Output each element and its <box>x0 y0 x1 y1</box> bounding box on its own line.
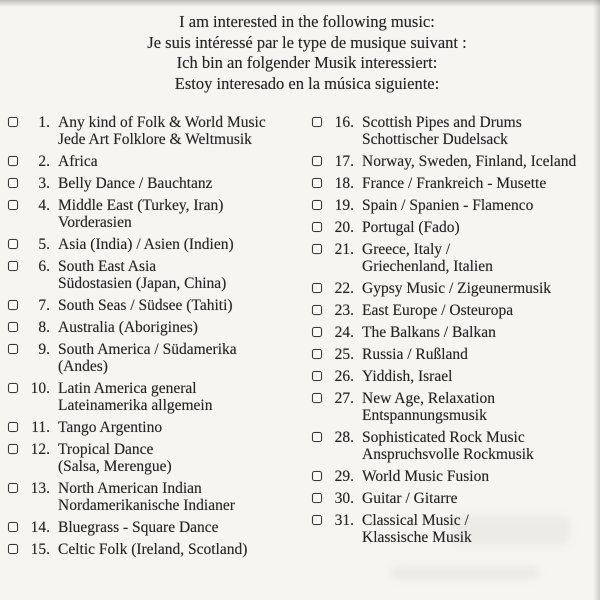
item-label <box>58 319 198 336</box>
item-number: 21. <box>334 241 354 258</box>
music-item-22 <box>312 280 598 297</box>
checkbox-icon[interactable] <box>312 222 322 232</box>
item-number: 22. <box>334 280 354 297</box>
form-title-line: Je suis intéressé par le type de musique suivant : <box>147 32 467 52</box>
checkbox-icon[interactable] <box>312 117 322 127</box>
item-label <box>362 429 534 463</box>
item-number: 8. <box>38 319 50 336</box>
item-number: 23. <box>334 302 354 319</box>
checkbox-icon[interactable] <box>8 422 18 432</box>
item-number: 29. <box>334 468 354 485</box>
music-item-14 <box>8 519 308 536</box>
bleed-through-artifact <box>390 566 540 580</box>
music-item-9 <box>8 341 308 375</box>
checkbox-icon[interactable] <box>8 239 18 249</box>
item-label-line: Russia / Rußland <box>362 346 468 363</box>
item-number: 10. <box>30 380 50 397</box>
item-label-line: Classical Music / <box>362 512 469 529</box>
item-number: 19. <box>334 197 354 214</box>
item-number: 1. <box>38 114 50 131</box>
music-item-24 <box>312 324 598 341</box>
music-item-28 <box>312 429 598 463</box>
item-label <box>58 541 247 558</box>
item-label-line: Middle East (Turkey, Iran) <box>58 197 224 214</box>
checkbox-icon[interactable] <box>312 393 322 403</box>
item-label <box>362 153 576 170</box>
item-label-line: Entspannungsmusik <box>362 407 487 424</box>
item-label-line: Guitar / Gitarre <box>362 490 458 507</box>
item-label <box>58 236 234 253</box>
item-label <box>362 219 460 236</box>
item-number: 20. <box>334 219 354 236</box>
item-label <box>58 480 235 514</box>
item-label-line: South America / Südamerika <box>58 341 237 358</box>
music-item-15 <box>8 541 308 558</box>
item-number: 14. <box>30 519 50 536</box>
item-label <box>362 324 496 341</box>
item-number: 24. <box>334 324 354 341</box>
music-item-2 <box>8 153 308 170</box>
item-label-line: Gypsy Music / Zigeunermusik <box>362 280 551 297</box>
item-label <box>58 519 219 536</box>
item-label <box>58 441 172 475</box>
checkbox-icon[interactable] <box>8 483 18 493</box>
checkbox-icon[interactable] <box>8 344 18 354</box>
item-label <box>362 346 468 363</box>
music-item-5 <box>8 236 308 253</box>
item-label <box>362 512 472 546</box>
music-item-20 <box>312 219 598 236</box>
item-label <box>58 419 162 436</box>
music-item-6 <box>8 258 308 292</box>
music-item-31 <box>312 512 598 546</box>
music-item-10 <box>8 380 308 414</box>
checkbox-icon[interactable] <box>312 178 322 188</box>
item-number: 31. <box>334 512 354 529</box>
checkbox-icon[interactable] <box>312 244 322 254</box>
checkbox-icon[interactable] <box>312 471 322 481</box>
music-item-3 <box>8 175 308 192</box>
item-label-line: East Europe / Osteuropa <box>362 302 514 319</box>
checkbox-icon[interactable] <box>312 493 322 503</box>
checkbox-icon[interactable] <box>312 349 322 359</box>
music-item-1 <box>8 114 308 148</box>
item-label-line: The Balkans / Balkan <box>362 324 496 341</box>
music-item-18 <box>312 175 598 192</box>
music-item-30 <box>312 490 598 507</box>
item-label <box>362 368 452 385</box>
item-label-line: Africa <box>58 153 98 170</box>
item-label-line: Sophisticated Rock Music <box>362 429 525 446</box>
form-title-line: Ich bin an folgender Musik interessiert: <box>176 53 438 72</box>
checkbox-icon[interactable] <box>312 156 322 166</box>
form-title-block <box>14 12 600 94</box>
item-number: 28. <box>334 429 354 446</box>
item-number: 7. <box>38 297 50 314</box>
checkbox-icon[interactable] <box>312 432 322 442</box>
item-label <box>58 258 226 292</box>
item-number: 13. <box>30 480 50 497</box>
checkbox-icon[interactable] <box>8 322 18 332</box>
item-number: 4. <box>38 197 50 214</box>
music-item-23 <box>312 302 598 319</box>
checkbox-icon[interactable] <box>312 200 322 210</box>
item-label-line: Norway, Sweden, Finland, Iceland <box>362 153 577 170</box>
scan-edge-artifact-top <box>0 0 600 7</box>
music-item-4 <box>8 197 308 231</box>
item-label-line: Asia (India) / Asien (Indien) <box>58 236 234 253</box>
item-label-line: Anspruchsvolle Rockmusik <box>362 446 534 463</box>
checkbox-icon[interactable] <box>8 178 18 188</box>
item-number: 2. <box>38 153 50 170</box>
item-label <box>58 153 98 170</box>
item-number: 25. <box>334 346 354 363</box>
checkbox-icon[interactable] <box>312 305 322 315</box>
item-label-line: Griechenland, Italien <box>362 258 493 275</box>
item-number: 11. <box>31 419 50 436</box>
item-label <box>58 175 213 192</box>
checkbox-icon[interactable] <box>8 383 18 393</box>
item-number: 26. <box>334 368 354 385</box>
item-number: 3. <box>38 175 50 192</box>
item-label-line: Belly Dance / Bauchtanz <box>58 175 213 192</box>
checkbox-icon[interactable] <box>8 444 18 454</box>
item-label-line: Bluegrass - Square Dance <box>58 519 219 536</box>
checkbox-icon[interactable] <box>8 117 18 127</box>
item-label-line: France / Frankreich - Musette <box>362 175 547 192</box>
item-number: 15. <box>30 541 50 558</box>
item-number: 27. <box>334 390 354 407</box>
music-item-16 <box>312 114 598 148</box>
item-label-line: Portugal (Fado) <box>362 219 460 236</box>
item-label-line: Nordamerikanische Indianer <box>58 497 235 514</box>
item-number: 6. <box>38 258 50 275</box>
item-label-line: Schottischer Dudelsack <box>362 131 508 148</box>
item-label <box>362 197 533 214</box>
item-number: 30. <box>334 490 354 507</box>
item-label <box>58 114 266 148</box>
music-item-7 <box>8 297 308 314</box>
item-label-line: Greece, Italy / <box>362 241 451 258</box>
item-label <box>362 114 522 148</box>
checkbox-icon[interactable] <box>8 261 18 271</box>
item-number: 16. <box>334 114 354 131</box>
item-label <box>362 241 493 275</box>
item-label-line: South East Asia <box>58 258 157 275</box>
item-label <box>362 302 513 319</box>
item-number: 9. <box>38 341 50 358</box>
item-label-line: Südostasien (Japan, China) <box>58 275 227 292</box>
item-label <box>58 341 237 375</box>
checkbox-icon[interactable] <box>312 371 322 381</box>
music-item-8 <box>8 319 308 336</box>
checkbox-icon[interactable] <box>8 544 18 554</box>
music-item-27 <box>312 390 598 424</box>
item-label <box>58 197 223 231</box>
music-item-12 <box>8 441 308 475</box>
checkbox-icon[interactable] <box>8 522 18 532</box>
item-label-line: (Salsa, Merengue) <box>58 458 172 475</box>
item-label-line: Latin America general <box>58 380 197 397</box>
item-label <box>58 380 213 414</box>
music-item-26 <box>312 368 598 385</box>
checkbox-icon[interactable] <box>312 327 322 337</box>
item-number: 12. <box>30 441 50 458</box>
item-label-line: (Andes) <box>58 358 108 375</box>
item-label <box>362 490 458 507</box>
music-item-29 <box>312 468 598 485</box>
item-label-line: World Music Fusion <box>362 468 490 485</box>
item-label <box>362 468 489 485</box>
item-number: 5. <box>38 236 50 253</box>
item-label-line: Any kind of Folk & World Music <box>58 114 266 131</box>
item-label <box>362 390 495 424</box>
music-list-left-column <box>8 114 308 563</box>
item-label-line: Tropical Dance <box>58 441 154 458</box>
form-title-line: Estoy interesado en la música siguiente: <box>174 73 440 93</box>
music-item-17 <box>312 153 598 170</box>
item-label-line: Celtic Folk (Ireland, Scotland) <box>58 541 248 558</box>
item-label-line: Scottish Pipes and Drums <box>362 114 522 131</box>
item-label <box>362 280 551 297</box>
item-label-line: New Age, Relaxation <box>362 390 496 407</box>
music-item-11 <box>8 419 308 436</box>
music-item-25 <box>312 346 598 363</box>
checkbox-icon[interactable] <box>8 156 18 166</box>
music-item-21 <box>312 241 598 275</box>
item-label <box>58 297 233 314</box>
form-title-line: I am interested in the following music: <box>179 12 435 31</box>
item-label <box>362 175 546 192</box>
item-label-line: South Seas / Südsee (Tahiti) <box>58 297 233 314</box>
item-label-line: Yiddish, Israel <box>362 368 453 385</box>
item-label-line: Lateinamerika allgemein <box>58 397 213 414</box>
item-label-line: Klassische Musik <box>362 529 472 546</box>
checkbox-icon[interactable] <box>8 300 18 310</box>
music-item-13 <box>8 480 308 514</box>
item-label-line: Jede Art Folklore & Weltmusik <box>58 131 252 148</box>
checkbox-icon[interactable] <box>8 200 18 210</box>
music-item-19 <box>312 197 598 214</box>
item-label-line: North American Indian <box>58 480 202 497</box>
item-number: 18. <box>334 175 354 192</box>
item-label-line: Spain / Spanien - Flamenco <box>362 197 534 214</box>
item-number: 17. <box>334 153 354 170</box>
item-label-line: Tango Argentino <box>58 419 163 436</box>
item-label-line: Australia (Aborigines) <box>58 319 198 336</box>
checkbox-icon[interactable] <box>312 515 322 525</box>
checkbox-icon[interactable] <box>312 283 322 293</box>
item-label-line: Vorderasien <box>58 214 132 231</box>
music-list-right-column <box>312 114 598 551</box>
